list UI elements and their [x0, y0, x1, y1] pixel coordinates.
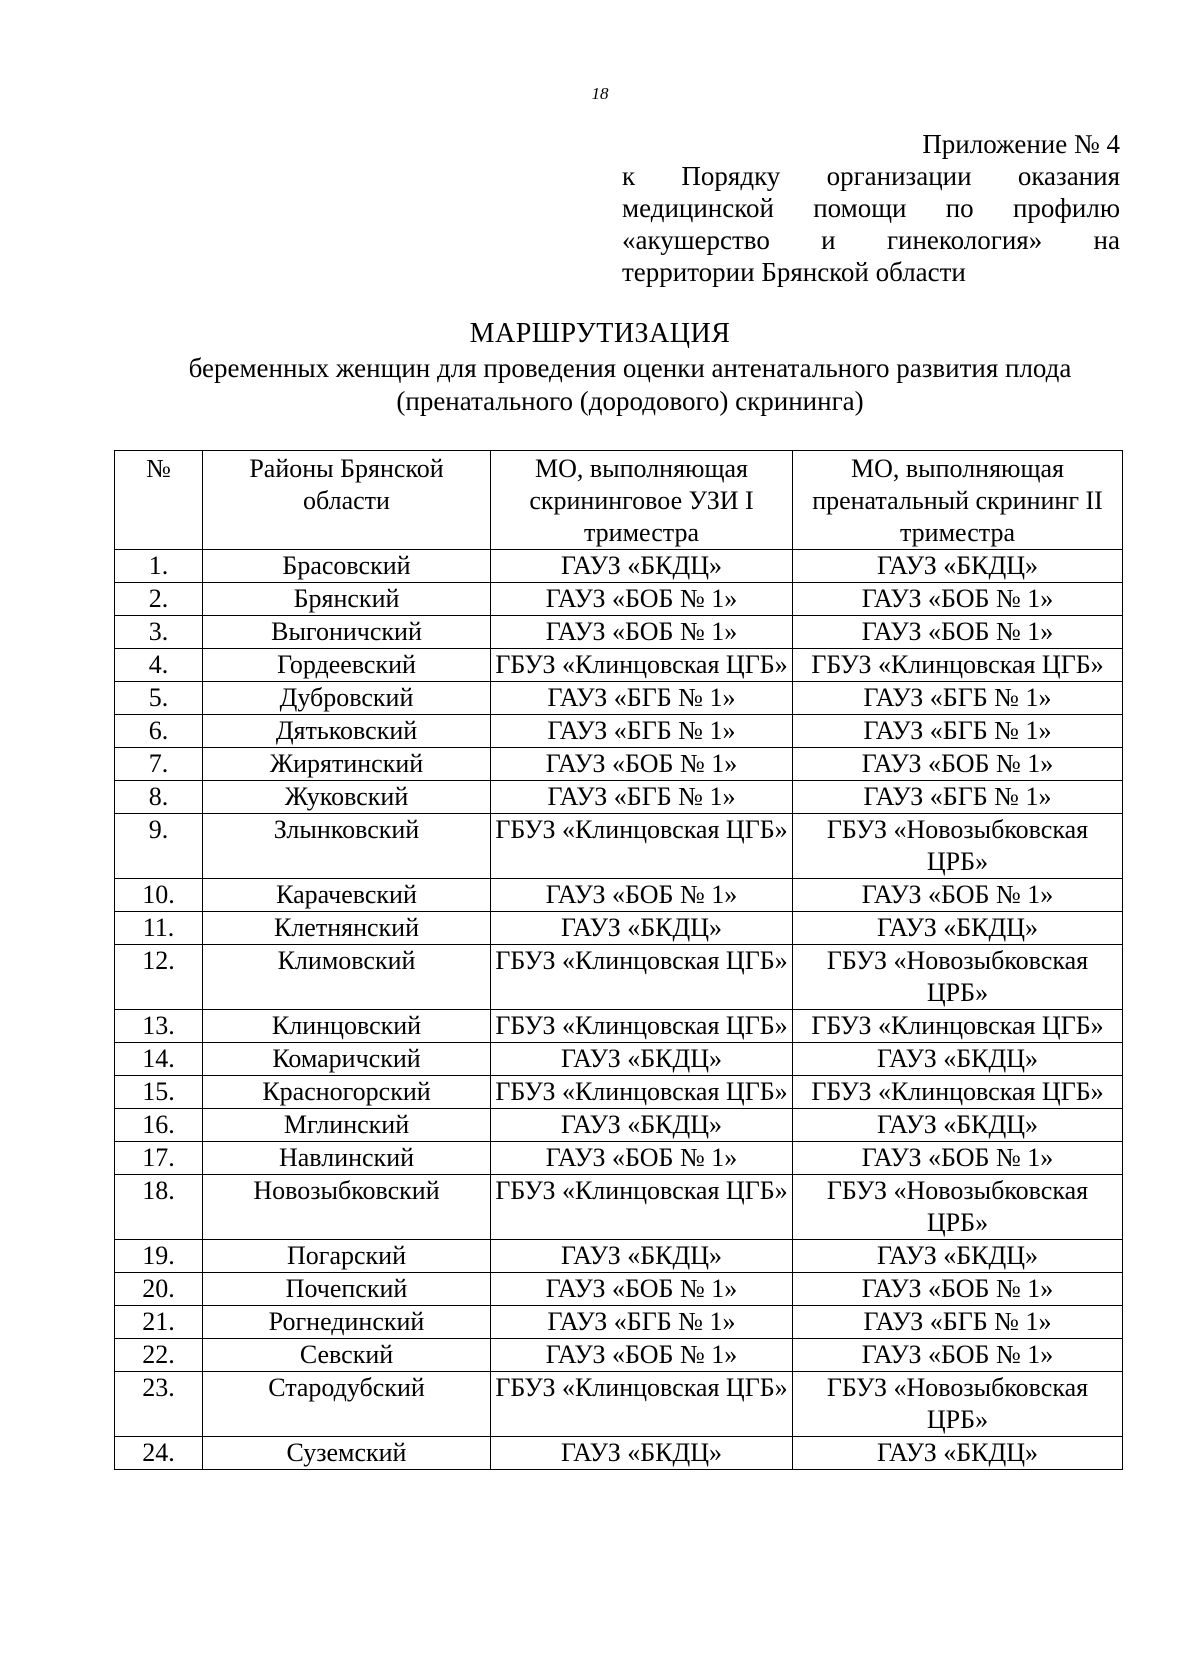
- district-cell: Дятьковский: [203, 715, 491, 748]
- table-row: [115, 1437, 1123, 1470]
- first-trimester-cell: ГАУЗ «БОБ № 1»: [491, 1273, 793, 1306]
- district-cell: Суземский: [203, 1437, 491, 1470]
- row-number: 14.: [115, 1043, 203, 1076]
- row-number: 16.: [115, 1109, 203, 1142]
- second-trimester-cell: ГБУЗ «Новозыбковская ЦРБ»: [793, 1372, 1123, 1437]
- first-trimester-cell: ГБУЗ «Клинцовская ЦГБ»: [491, 649, 793, 682]
- table-row: [115, 1372, 1123, 1437]
- row-number: 18.: [115, 1175, 203, 1240]
- second-trimester-cell: ГАУЗ «БКДЦ»: [793, 1109, 1123, 1142]
- subtitle-line: беременных женщин для проведения оценки антенатального развития плода: [188, 353, 1072, 383]
- first-trimester-cell: ГАУЗ «БКДЦ»: [491, 912, 793, 945]
- row-number: 15.: [115, 1076, 203, 1109]
- first-trimester-cell: ГАУЗ «БОБ № 1»: [491, 748, 793, 781]
- table-row: [115, 616, 1123, 649]
- district-cell: Гордеевский: [203, 649, 491, 682]
- district-cell: Навлинский: [203, 1142, 491, 1175]
- second-trimester-cell: ГАУЗ «БОБ № 1»: [793, 1339, 1123, 1372]
- first-trimester-cell: ГАУЗ «БОБ № 1»: [491, 879, 793, 912]
- first-trimester-cell: ГБУЗ «Клинцовская ЦГБ»: [491, 1175, 793, 1240]
- header-second-trimester: МО, выполняющая пренатальный скрининг II триместра: [793, 451, 1123, 550]
- district-cell: Выгоничский: [203, 616, 491, 649]
- first-trimester-cell: ГАУЗ «БОБ № 1»: [491, 616, 793, 649]
- second-trimester-cell: ГАУЗ «БОБ № 1»: [793, 583, 1123, 616]
- appendix-line: к Порядку организации оказания: [622, 161, 1120, 191]
- first-trimester-cell: ГАУЗ «БКДЦ»: [491, 1109, 793, 1142]
- table-row: [115, 748, 1123, 781]
- district-cell: Новозыбковский: [203, 1175, 491, 1240]
- district-cell: Севский: [203, 1339, 491, 1372]
- table-row: [115, 1142, 1123, 1175]
- table-row: [115, 1043, 1123, 1076]
- row-number: 20.: [115, 1273, 203, 1306]
- second-trimester-cell: ГАУЗ «БКДЦ»: [793, 550, 1123, 583]
- row-number: 9.: [115, 814, 203, 879]
- district-cell: Карачевский: [203, 879, 491, 912]
- second-trimester-cell: ГАУЗ «БОБ № 1»: [793, 879, 1123, 912]
- table-body: [115, 550, 1123, 1470]
- first-trimester-cell: ГАУЗ «БГБ № 1»: [491, 781, 793, 814]
- second-trimester-cell: ГБУЗ «Клинцовская ЦГБ»: [793, 649, 1123, 682]
- first-trimester-cell: ГАУЗ «БКДЦ»: [491, 550, 793, 583]
- first-trimester-cell: ГБУЗ «Клинцовская ЦГБ»: [491, 1076, 793, 1109]
- table-row: [115, 781, 1123, 814]
- row-number: 4.: [115, 649, 203, 682]
- district-cell: Злынковский: [203, 814, 491, 879]
- second-trimester-cell: ГАУЗ «БОБ № 1»: [793, 748, 1123, 781]
- first-trimester-cell: ГАУЗ «БОБ № 1»: [491, 1142, 793, 1175]
- table-row: [115, 1109, 1123, 1142]
- row-number: 7.: [115, 748, 203, 781]
- table-row: [115, 1240, 1123, 1273]
- second-trimester-cell: ГАУЗ «БГБ № 1»: [793, 1306, 1123, 1339]
- district-cell: Клетнянский: [203, 912, 491, 945]
- first-trimester-cell: ГБУЗ «Клинцовская ЦГБ»: [491, 1372, 793, 1437]
- table-row: [115, 1175, 1123, 1240]
- second-trimester-cell: ГБУЗ «Новозыбковская ЦРБ»: [793, 1175, 1123, 1240]
- table-row: [115, 912, 1123, 945]
- row-number: 8.: [115, 781, 203, 814]
- row-number: 21.: [115, 1306, 203, 1339]
- first-trimester-cell: ГБУЗ «Клинцовская ЦГБ»: [491, 1010, 793, 1043]
- document-subtitle: [150, 352, 1110, 418]
- row-number: 11.: [115, 912, 203, 945]
- row-number: 10.: [115, 879, 203, 912]
- first-trimester-cell: ГАУЗ «БОБ № 1»: [491, 1339, 793, 1372]
- second-trimester-cell: ГБУЗ «Клинцовская ЦГБ»: [793, 1076, 1123, 1109]
- first-trimester-cell: ГАУЗ «БКДЦ»: [491, 1437, 793, 1470]
- first-trimester-cell: ГАУЗ «БГБ № 1»: [491, 1306, 793, 1339]
- district-cell: Брасовский: [203, 550, 491, 583]
- district-cell: Брянский: [203, 583, 491, 616]
- second-trimester-cell: ГБУЗ «Клинцовская ЦГБ»: [793, 1010, 1123, 1043]
- first-trimester-cell: ГБУЗ «Клинцовская ЦГБ»: [491, 814, 793, 879]
- second-trimester-cell: ГАУЗ «БГБ № 1»: [793, 781, 1123, 814]
- row-number: 19.: [115, 1240, 203, 1273]
- second-trimester-cell: ГБУЗ «Новозыбковская ЦРБ»: [793, 945, 1123, 1010]
- routing-table: [114, 450, 1123, 1470]
- row-number: 6.: [115, 715, 203, 748]
- appendix-block: [622, 128, 1120, 288]
- second-trimester-cell: ГАУЗ «БОБ № 1»: [793, 1273, 1123, 1306]
- row-number: 1.: [115, 550, 203, 583]
- appendix-line: территории Брянской области: [622, 257, 966, 287]
- district-cell: Мглинский: [203, 1109, 491, 1142]
- appendix-number: Приложение № 4: [922, 129, 1120, 159]
- table-row: [115, 879, 1123, 912]
- subtitle-line: (пренатального (дородового) скрининга): [396, 386, 864, 416]
- header-first-trimester: МО, выполняющая скрининговое УЗИ I триместра: [491, 451, 793, 550]
- second-trimester-cell: ГАУЗ «БГБ № 1»: [793, 682, 1123, 715]
- district-cell: Почепский: [203, 1273, 491, 1306]
- table-row: [115, 682, 1123, 715]
- row-number: 3.: [115, 616, 203, 649]
- table-row: [115, 1076, 1123, 1109]
- district-cell: Жирятинский: [203, 748, 491, 781]
- district-cell: Дубровский: [203, 682, 491, 715]
- table-row: [115, 1010, 1123, 1043]
- table-header-row: [115, 451, 1123, 550]
- district-cell: Рогнединский: [203, 1306, 491, 1339]
- table-row: [115, 550, 1123, 583]
- table-row: [115, 814, 1123, 879]
- row-number: 24.: [115, 1437, 203, 1470]
- second-trimester-cell: ГАУЗ «БКДЦ»: [793, 1437, 1123, 1470]
- table-row: [115, 715, 1123, 748]
- second-trimester-cell: ГАУЗ «БКДЦ»: [793, 912, 1123, 945]
- row-number: 2.: [115, 583, 203, 616]
- second-trimester-cell: ГАУЗ «БОБ № 1»: [793, 1142, 1123, 1175]
- row-number: 17.: [115, 1142, 203, 1175]
- first-trimester-cell: ГАУЗ «БГБ № 1»: [491, 715, 793, 748]
- table-row: [115, 1273, 1123, 1306]
- appendix-line: «акушерство и гинекология» на: [622, 225, 1120, 255]
- first-trimester-cell: ГБУЗ «Клинцовская ЦГБ»: [491, 945, 793, 1010]
- first-trimester-cell: ГАУЗ «БГБ № 1»: [491, 682, 793, 715]
- district-cell: Клинцовский: [203, 1010, 491, 1043]
- district-cell: Красногорский: [203, 1076, 491, 1109]
- header-num: №: [115, 451, 203, 550]
- table-row: [115, 1339, 1123, 1372]
- second-trimester-cell: ГАУЗ «БГБ № 1»: [793, 715, 1123, 748]
- document-title: МАРШРУТИЗАЦИЯ: [469, 318, 731, 349]
- row-number: 12.: [115, 945, 203, 1010]
- district-cell: Комаричский: [203, 1043, 491, 1076]
- appendix-line: медицинской помощи по профилю: [622, 193, 1120, 223]
- second-trimester-cell: ГАУЗ «БКДЦ»: [793, 1043, 1123, 1076]
- first-trimester-cell: ГАУЗ «БКДЦ»: [491, 1043, 793, 1076]
- district-cell: Стародубский: [203, 1372, 491, 1437]
- table-row: [115, 583, 1123, 616]
- second-trimester-cell: ГАУЗ «БКДЦ»: [793, 1240, 1123, 1273]
- first-trimester-cell: ГАУЗ «БКДЦ»: [491, 1240, 793, 1273]
- header-district: Районы Брянской области: [203, 451, 491, 550]
- first-trimester-cell: ГАУЗ «БОБ № 1»: [491, 583, 793, 616]
- row-number: 22.: [115, 1339, 203, 1372]
- district-cell: Жуковский: [203, 781, 491, 814]
- district-cell: Климовский: [203, 945, 491, 1010]
- second-trimester-cell: ГАУЗ «БОБ № 1»: [793, 616, 1123, 649]
- table-row: [115, 649, 1123, 682]
- district-cell: Погарский: [203, 1240, 491, 1273]
- table-row: [115, 1306, 1123, 1339]
- row-number: 5.: [115, 682, 203, 715]
- row-number: 23.: [115, 1372, 203, 1437]
- second-trimester-cell: ГБУЗ «Новозыбковская ЦРБ»: [793, 814, 1123, 879]
- table-row: [115, 945, 1123, 1010]
- row-number: 13.: [115, 1010, 203, 1043]
- page-number: 18: [591, 84, 609, 103]
